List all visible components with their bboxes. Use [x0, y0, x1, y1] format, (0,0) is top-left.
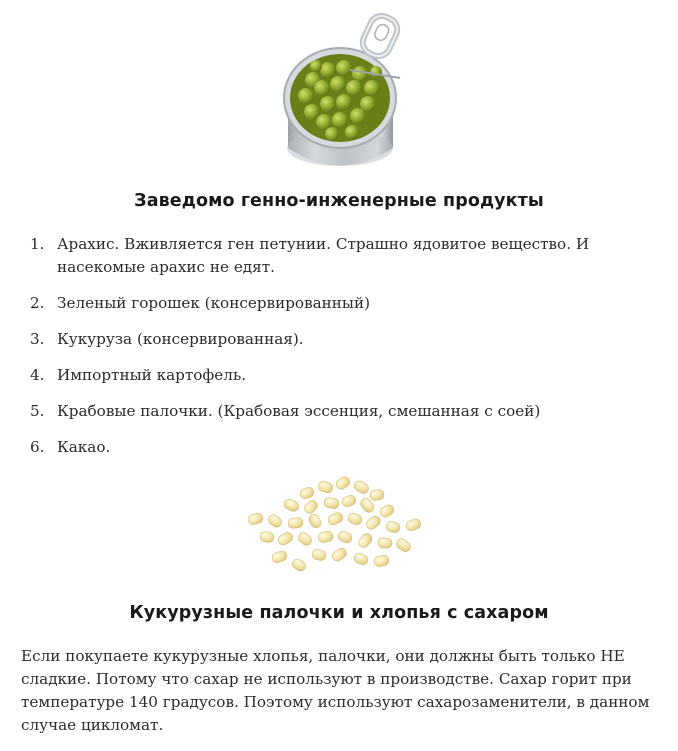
- corn-sticks-image: [238, 470, 438, 580]
- list-item: 4. Импортный картофель.: [30, 366, 247, 384]
- canned-peas-image: [268, 8, 413, 173]
- list-item: 2. Зеленый горошек (консервированный): [30, 294, 371, 312]
- list-item: 1. Арахис. Вживляется ген петунии. Страшно ядовитое вещество. И насекомые арахис не едят.: [30, 235, 590, 276]
- list-item: 5. Крабовые палочки. (Крабовая эссенция, смешанная с соей): [30, 402, 541, 420]
- section-heading-corn: Кукурузные палочки и хлопья с сахаром: [129, 603, 549, 623]
- corn-paragraph: Если покупаете кукурузные хлопья, палочки, они должны быть только НЕ сладкие. Потому что сахар не используют в производстве. Сахар горит при температуре 140 градусов. Поэтому используют сахарозаменители, в данном случае цикломат.: [21, 647, 650, 734]
- list-item: 3. Кукуруза (консервированная).: [30, 330, 304, 348]
- section-heading-gmo: Заведомо генно-инженерные продукты: [134, 191, 544, 211]
- list-item: 6. Какао.: [30, 438, 111, 456]
- gmo-product-list: [30, 233, 630, 472]
